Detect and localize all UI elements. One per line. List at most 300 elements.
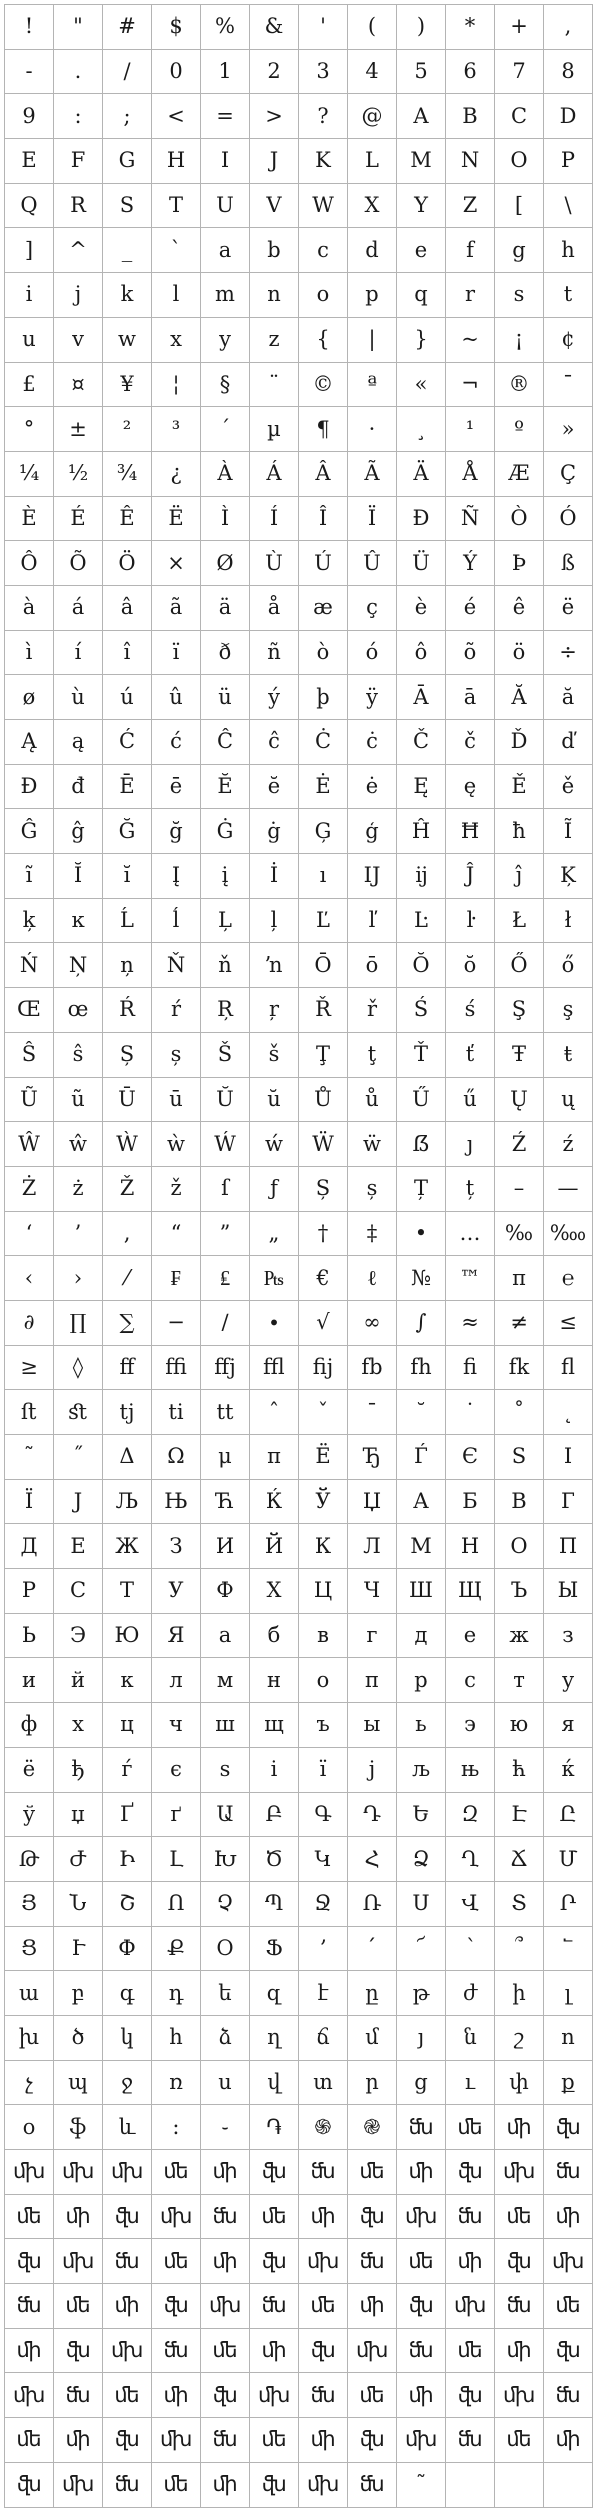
glyph-cell: m	[201, 273, 250, 318]
glyph-cell: ﬗ	[152, 2195, 201, 2240]
glyph-cell: +	[495, 5, 544, 50]
glyph-cell: ﬖ	[397, 2284, 446, 2329]
glyph-cell: ﬕ	[5, 2329, 54, 2374]
glyph-cell: &	[250, 5, 299, 50]
glyph-cell: Е	[54, 1524, 103, 1569]
glyph-cell: Ք	[152, 1927, 201, 1972]
glyph-cell: ﬔ	[495, 2195, 544, 2240]
glyph-cell: О	[495, 1524, 544, 1569]
glyph-cell: À	[201, 452, 250, 497]
glyph-cell: Ю	[103, 1614, 152, 1659]
glyph-cell: ¯	[544, 363, 593, 408]
glyph-cell: ﬗ	[5, 2373, 54, 2418]
glyph-cell: i	[5, 273, 54, 318]
glyph-cell: Ĕ	[201, 765, 250, 810]
glyph-cell: ˉ	[348, 1390, 397, 1435]
glyph-cell: ¤	[54, 363, 103, 408]
glyph-cell: ﬗ	[54, 2239, 103, 2284]
glyph-cell: П	[544, 1524, 593, 1569]
glyph-cell: €	[299, 1256, 348, 1301]
glyph-cell: #	[103, 5, 152, 50]
glyph-cell: ≤	[544, 1301, 593, 1346]
glyph-cell: %	[201, 5, 250, 50]
glyph-cell: Ր	[544, 1882, 593, 1927]
glyph-cell: ﬗ	[5, 2150, 54, 2195]
glyph-cell: ﬅ	[5, 1390, 54, 1435]
glyph-cell: պ	[54, 2061, 103, 2106]
glyph-cell: ¨	[250, 363, 299, 408]
glyph-cell: М	[397, 1524, 446, 1569]
glyph-cell: :	[54, 94, 103, 139]
glyph-cell: Š	[201, 1033, 250, 1078]
glyph-cell: ŧ	[544, 1033, 593, 1078]
glyph-cell: з	[544, 1614, 593, 1659]
glyph-cell: ﬔ	[446, 2329, 495, 2374]
glyph-cell: Ĳ	[348, 854, 397, 899]
glyph-cell: ﬀ	[103, 1346, 152, 1391]
glyph-cell: ∕	[201, 1301, 250, 1346]
glyph-cell: ﬕ	[397, 2150, 446, 2195]
glyph-cell: Г	[544, 1480, 593, 1525]
glyph-cell: á	[54, 586, 103, 631]
glyph-cell: ﬖ	[103, 2195, 152, 2240]
glyph-cell: ﬕ	[250, 2329, 299, 2374]
glyph-cell: ∫	[397, 1301, 446, 1346]
glyph-cell: ¦	[152, 363, 201, 408]
glyph-cell: у	[544, 1658, 593, 1703]
glyph-cell: ķ	[5, 899, 54, 944]
glyph-cell: ō	[348, 943, 397, 988]
glyph-cell: ﬔ	[348, 2150, 397, 2195]
glyph-cell: \	[544, 184, 593, 229]
glyph-cell: “	[152, 1212, 201, 1257]
glyph-cell: ≠	[495, 1301, 544, 1346]
glyph-cell: ‘	[5, 1212, 54, 1257]
glyph-cell: м	[201, 1658, 250, 1703]
glyph-cell: U	[201, 184, 250, 229]
glyph-cell: Ղ	[446, 1837, 495, 1882]
glyph-cell: −	[152, 1301, 201, 1346]
glyph-cell: Ù	[250, 541, 299, 586]
glyph-cell: Ẅ	[299, 1122, 348, 1167]
glyph-cell: R	[54, 184, 103, 229]
glyph-cell: Ú	[299, 541, 348, 586]
glyph-cell: ħ	[495, 809, 544, 854]
glyph-cell: ]	[5, 228, 54, 273]
glyph-cell: ’	[54, 1212, 103, 1257]
glyph-cell: ֆ	[54, 2105, 103, 2150]
glyph-cell: ձ	[201, 2016, 250, 2061]
glyph-cell: ﬔ	[544, 2284, 593, 2329]
glyph-cell: ﬖ	[544, 2329, 593, 2374]
glyph-cell: ﬖ	[54, 2329, 103, 2374]
glyph-cell: Ô	[5, 541, 54, 586]
glyph-cell: é	[446, 586, 495, 631]
glyph-cell: ç	[348, 586, 397, 631]
glyph-cell: ﬗ	[152, 2418, 201, 2463]
glyph-cell: ﬕ	[201, 2150, 250, 2195]
glyph-cell: |	[348, 318, 397, 363]
glyph-cell: s	[495, 273, 544, 318]
glyph-cell: w	[103, 318, 152, 363]
glyph-cell: Ĵ	[446, 854, 495, 899]
glyph-cell: Ş	[495, 988, 544, 1033]
glyph-cell: ﬓ	[348, 2463, 397, 2508]
glyph-cell: Љ	[103, 1480, 152, 1525]
glyph-cell: Ւ	[54, 1927, 103, 1972]
glyph-cell: տ	[299, 2061, 348, 2106]
glyph-cell: ^	[54, 228, 103, 273]
glyph-cell: fb	[348, 1346, 397, 1391]
glyph-cell: π	[495, 1256, 544, 1301]
glyph-cell: №	[397, 1256, 446, 1301]
glyph-cell: G	[103, 139, 152, 184]
glyph-cell: ś	[446, 988, 495, 1033]
glyph-cell: Ŧ	[495, 1033, 544, 1078]
glyph-cell: ‚	[103, 1212, 152, 1257]
glyph-cell: h	[544, 228, 593, 273]
glyph-cell: Ё	[299, 1435, 348, 1480]
glyph-cell: ˆ	[250, 1390, 299, 1435]
glyph-cell: ˚	[495, 1390, 544, 1435]
glyph-cell: ‰	[495, 1212, 544, 1257]
glyph-cell: ł	[544, 899, 593, 944]
glyph-cell: ı	[299, 854, 348, 899]
glyph-cell: Ą	[5, 720, 54, 765]
glyph-cell: ﬓ	[201, 2418, 250, 2463]
glyph-cell: Ș	[299, 1167, 348, 1212]
glyph-cell: ť	[446, 1033, 495, 1078]
glyph-cell: M	[397, 139, 446, 184]
glyph-cell: Л	[348, 1524, 397, 1569]
glyph-cell: ք	[544, 2061, 593, 2106]
glyph-cell: Ŭ	[201, 1078, 250, 1123]
glyph-cell: Ը	[544, 1793, 593, 1838]
glyph-cell: ﬀj	[201, 1346, 250, 1391]
glyph-cell: ﬗ	[446, 2284, 495, 2329]
glyph-cell: v	[54, 318, 103, 363]
glyph-cell: и	[5, 1658, 54, 1703]
glyph-cell: –	[495, 1167, 544, 1212]
glyph-cell: п	[348, 1658, 397, 1703]
glyph-cell: ę	[446, 765, 495, 810]
glyph-cell: դ	[152, 1971, 201, 2016]
glyph-cell: Հ	[348, 1837, 397, 1882]
glyph-cell: ц	[103, 1703, 152, 1748]
glyph-cell: Ä	[397, 452, 446, 497]
glyph-cell: ²	[103, 407, 152, 452]
glyph-cell: ﬗ	[495, 2150, 544, 2195]
glyph-cell: ¢	[544, 318, 593, 363]
glyph-cell: ŀ	[446, 899, 495, 944]
glyph-cell: Ы	[544, 1569, 593, 1614]
glyph-cell: ñ	[250, 631, 299, 676]
glyph-cell: И	[201, 1524, 250, 1569]
glyph-cell: Բ	[250, 1793, 299, 1838]
glyph-cell: ¼	[5, 452, 54, 497]
glyph-cell: Ç	[544, 452, 593, 497]
glyph-cell: Я	[152, 1614, 201, 1659]
glyph-cell: Í	[250, 497, 299, 542]
glyph-cell: զ	[250, 1971, 299, 2016]
glyph-cell: Ș	[103, 1033, 152, 1078]
glyph-cell: ﬗ	[299, 2239, 348, 2284]
glyph-cell: Ė	[299, 765, 348, 810]
glyph-cell: ﬗ	[544, 2239, 593, 2284]
glyph-cell: ﬓ	[5, 2284, 54, 2329]
glyph-cell: Ê	[103, 497, 152, 542]
glyph-cell: Դ	[348, 1793, 397, 1838]
glyph-cell: Ï	[348, 497, 397, 542]
glyph-cell: ﬓ	[152, 2329, 201, 2374]
glyph-cell: ä	[201, 586, 250, 631]
glyph-cell: Ċ	[299, 720, 348, 765]
glyph-cell: ћ	[495, 1748, 544, 1793]
glyph-cell: ﬗ	[54, 2150, 103, 2195]
glyph-cell: (	[348, 5, 397, 50]
glyph-cell: ю	[495, 1703, 544, 1748]
glyph-cell: գ	[103, 1971, 152, 2016]
glyph-cell: ъ	[299, 1703, 348, 1748]
glyph-cell: ą	[54, 720, 103, 765]
glyph-cell: ֏	[250, 2105, 299, 2150]
glyph-cell: ﬗ	[103, 2329, 152, 2374]
glyph-cell: â	[103, 586, 152, 631]
glyph-cell: ģ	[348, 809, 397, 854]
glyph-cell: k	[103, 273, 152, 318]
glyph-cell: ċ	[348, 720, 397, 765]
glyph-cell: ﬗ	[103, 2150, 152, 2195]
glyph-cell: ã	[152, 586, 201, 631]
glyph-cell: ղ	[250, 2016, 299, 2061]
glyph-cell: ó	[348, 631, 397, 676]
glyph-cell: ﬕ	[299, 2195, 348, 2240]
glyph-cell: Ժ	[54, 1837, 103, 1882]
glyph-cell: ֍	[299, 2105, 348, 2150]
glyph-cell: Ń	[5, 943, 54, 988]
glyph-cell: ќ	[544, 1748, 593, 1793]
glyph-cell: b	[250, 228, 299, 273]
glyph-cell	[495, 2463, 544, 2508]
glyph-cell: Ѓ	[397, 1435, 446, 1480]
glyph-cell: э	[446, 1703, 495, 1748]
glyph-cell: Ñ	[446, 497, 495, 542]
glyph-cell: ﬓ	[250, 2284, 299, 2329]
glyph-cell: ti	[152, 1390, 201, 1435]
glyph-cell: đ	[54, 765, 103, 810]
glyph-cell: Ś	[397, 988, 446, 1033]
glyph-cell: ‱	[544, 1212, 593, 1257]
glyph-cell: խ	[5, 2016, 54, 2061]
glyph-cell: ű	[446, 1078, 495, 1123]
glyph-cell: c	[299, 228, 348, 273]
glyph-cell: x	[152, 318, 201, 363]
glyph-cell: Ĺ	[103, 899, 152, 944]
glyph-cell: Т	[103, 1569, 152, 1614]
glyph-cell: ¾	[103, 452, 152, 497]
glyph-cell: j	[54, 273, 103, 318]
glyph-cell: њ	[446, 1748, 495, 1793]
glyph-cell: և	[103, 2105, 152, 2150]
glyph-cell: С	[54, 1569, 103, 1614]
glyph-cell: ﬖ	[544, 2105, 593, 2150]
glyph-cell: ĩ	[5, 854, 54, 899]
glyph-cell: /	[103, 50, 152, 95]
glyph-cell: Д	[5, 1524, 54, 1569]
glyph-cell: Ő	[495, 943, 544, 988]
glyph-cell: ﬗ	[397, 2418, 446, 2463]
glyph-cell	[446, 2463, 495, 2508]
glyph-cell: ﬖ	[299, 2329, 348, 2374]
glyph-cell: љ	[397, 1748, 446, 1793]
glyph-cell: Ž	[103, 1167, 152, 1212]
glyph-cell: е	[446, 1614, 495, 1659]
glyph-cell: ե	[201, 1971, 250, 2016]
glyph-cell: ě	[544, 765, 593, 810]
glyph-cell: ü	[201, 675, 250, 720]
glyph-cell: ﬔ	[103, 2373, 152, 2418]
glyph-cell: շ	[495, 2016, 544, 2061]
glyph-cell: ђ	[54, 1748, 103, 1793]
glyph-cell: d	[348, 228, 397, 273]
glyph-cell: փ	[495, 2061, 544, 2106]
glyph-cell: є	[152, 1748, 201, 1793]
glyph-cell: ﬓ	[103, 2463, 152, 2508]
glyph-cell: Ճ	[495, 1837, 544, 1882]
glyph-cell: ſ	[201, 1167, 250, 1212]
glyph-cell: Ĝ	[5, 809, 54, 854]
glyph-cell: ի	[495, 1971, 544, 2016]
glyph-cell: ﬔ	[152, 2463, 201, 2508]
glyph-cell: Ŕ	[103, 988, 152, 1033]
glyph-cell: ĺ	[152, 899, 201, 944]
glyph-cell: ½	[54, 452, 103, 497]
glyph-cell: Þ	[495, 541, 544, 586]
glyph-cell: ﬓ	[103, 2239, 152, 2284]
glyph-cell: ×	[152, 541, 201, 586]
glyph-cell: ﬗ	[54, 2463, 103, 2508]
glyph-cell: Ł	[495, 899, 544, 944]
glyph-cell: č	[446, 720, 495, 765]
glyph-cell: «	[397, 363, 446, 408]
glyph-cell: g	[495, 228, 544, 273]
glyph-cell: œ	[54, 988, 103, 1033]
glyph-cell: Վ	[446, 1882, 495, 1927]
glyph-cell: ﬕ	[54, 2195, 103, 2240]
glyph-cell: в	[299, 1614, 348, 1659]
glyph-cell: Â	[299, 452, 348, 497]
glyph-cell: Ŏ	[397, 943, 446, 988]
glyph-cell: ˛	[544, 1390, 593, 1435]
glyph-cell: fk	[495, 1346, 544, 1391]
glyph-cell: "	[54, 5, 103, 50]
glyph-cell: fh	[397, 1346, 446, 1391]
glyph-cell: ℮	[544, 1256, 593, 1301]
glyph-cell: Ţ	[299, 1033, 348, 1078]
glyph-cell: ﬓ	[544, 2150, 593, 2195]
glyph-cell: ﬗ	[495, 2373, 544, 2418]
glyph-cell: ē	[152, 765, 201, 810]
glyph-cell: ù	[54, 675, 103, 720]
glyph-cell: ї	[299, 1748, 348, 1793]
glyph-cell: û	[152, 675, 201, 720]
glyph-cell: ֊	[201, 2105, 250, 2150]
glyph-cell: Ò	[495, 497, 544, 542]
glyph-cell: ø	[5, 675, 54, 720]
glyph-cell: õ	[446, 631, 495, 676]
glyph-cell: ,	[544, 5, 593, 50]
glyph-cell: Ņ	[54, 943, 103, 988]
glyph-cell: Ķ	[544, 854, 593, 899]
glyph-cell: ՝	[446, 1927, 495, 1972]
glyph-cell: Ŀ	[397, 899, 446, 944]
glyph-cell: =	[201, 94, 250, 139]
glyph-cell: ā	[446, 675, 495, 720]
glyph-cell: Й	[250, 1524, 299, 1569]
glyph-cell: @	[348, 94, 397, 139]
glyph-cell: щ	[250, 1703, 299, 1748]
glyph-cell: ﬕ	[348, 2284, 397, 2329]
glyph-cell: £	[5, 363, 54, 408]
glyph-cell: Ъ	[495, 1569, 544, 1614]
glyph-cell: Į	[152, 854, 201, 899]
glyph-cell: ∞	[348, 1301, 397, 1346]
glyph-cell: Њ	[152, 1480, 201, 1525]
glyph-cell: ﬃ	[152, 1346, 201, 1391]
glyph-cell: î	[103, 631, 152, 676]
glyph-cell: ﬕ	[544, 2418, 593, 2463]
glyph-cell: Č	[397, 720, 446, 765]
glyph-cell: մ	[348, 2016, 397, 2061]
glyph-cell: Џ	[348, 1480, 397, 1525]
glyph-cell: y	[201, 318, 250, 363]
glyph-cell: Ա	[201, 1793, 250, 1838]
glyph-cell: H	[152, 139, 201, 184]
glyph-cell: Ļ	[201, 899, 250, 944]
glyph-cell: ș	[348, 1167, 397, 1212]
glyph-cell: I	[201, 139, 250, 184]
glyph-cell: Ֆ	[250, 1927, 299, 1972]
glyph-cell: ÷	[544, 631, 593, 676]
glyph-cell: Р	[5, 1569, 54, 1614]
glyph-cell: T	[152, 184, 201, 229]
glyph-cell: ы	[348, 1703, 397, 1748]
glyph-cell: J	[250, 139, 299, 184]
glyph-cell: Ս	[397, 1882, 446, 1927]
glyph-cell: օ	[5, 2105, 54, 2150]
glyph-cell: Ї	[5, 1480, 54, 1525]
glyph-cell: à	[5, 586, 54, 631]
glyph-cell: Ж	[103, 1524, 152, 1569]
glyph-cell: Ġ	[201, 809, 250, 854]
glyph-cell: Ŵ	[5, 1122, 54, 1167]
glyph-cell: Ț	[397, 1167, 446, 1212]
glyph-cell: Ռ	[348, 1882, 397, 1927]
glyph-cell: ĳ	[397, 854, 446, 899]
glyph-cell: я	[544, 1703, 593, 1748]
glyph-cell: ﬓ	[495, 2284, 544, 2329]
glyph-cell: µ	[250, 407, 299, 452]
glyph-cell: ﬖ	[446, 2373, 495, 2418]
glyph-cell: ﬕ	[201, 2463, 250, 2508]
glyph-cell: ﬖ	[250, 2150, 299, 2195]
glyph-cell: Є	[446, 1435, 495, 1480]
glyph-cell: º	[495, 407, 544, 452]
glyph-cell: 7	[495, 50, 544, 95]
glyph-cell: ẞ	[397, 1122, 446, 1167]
glyph-cell: Ă	[495, 675, 544, 720]
glyph-cell: ţ	[348, 1033, 397, 1078]
